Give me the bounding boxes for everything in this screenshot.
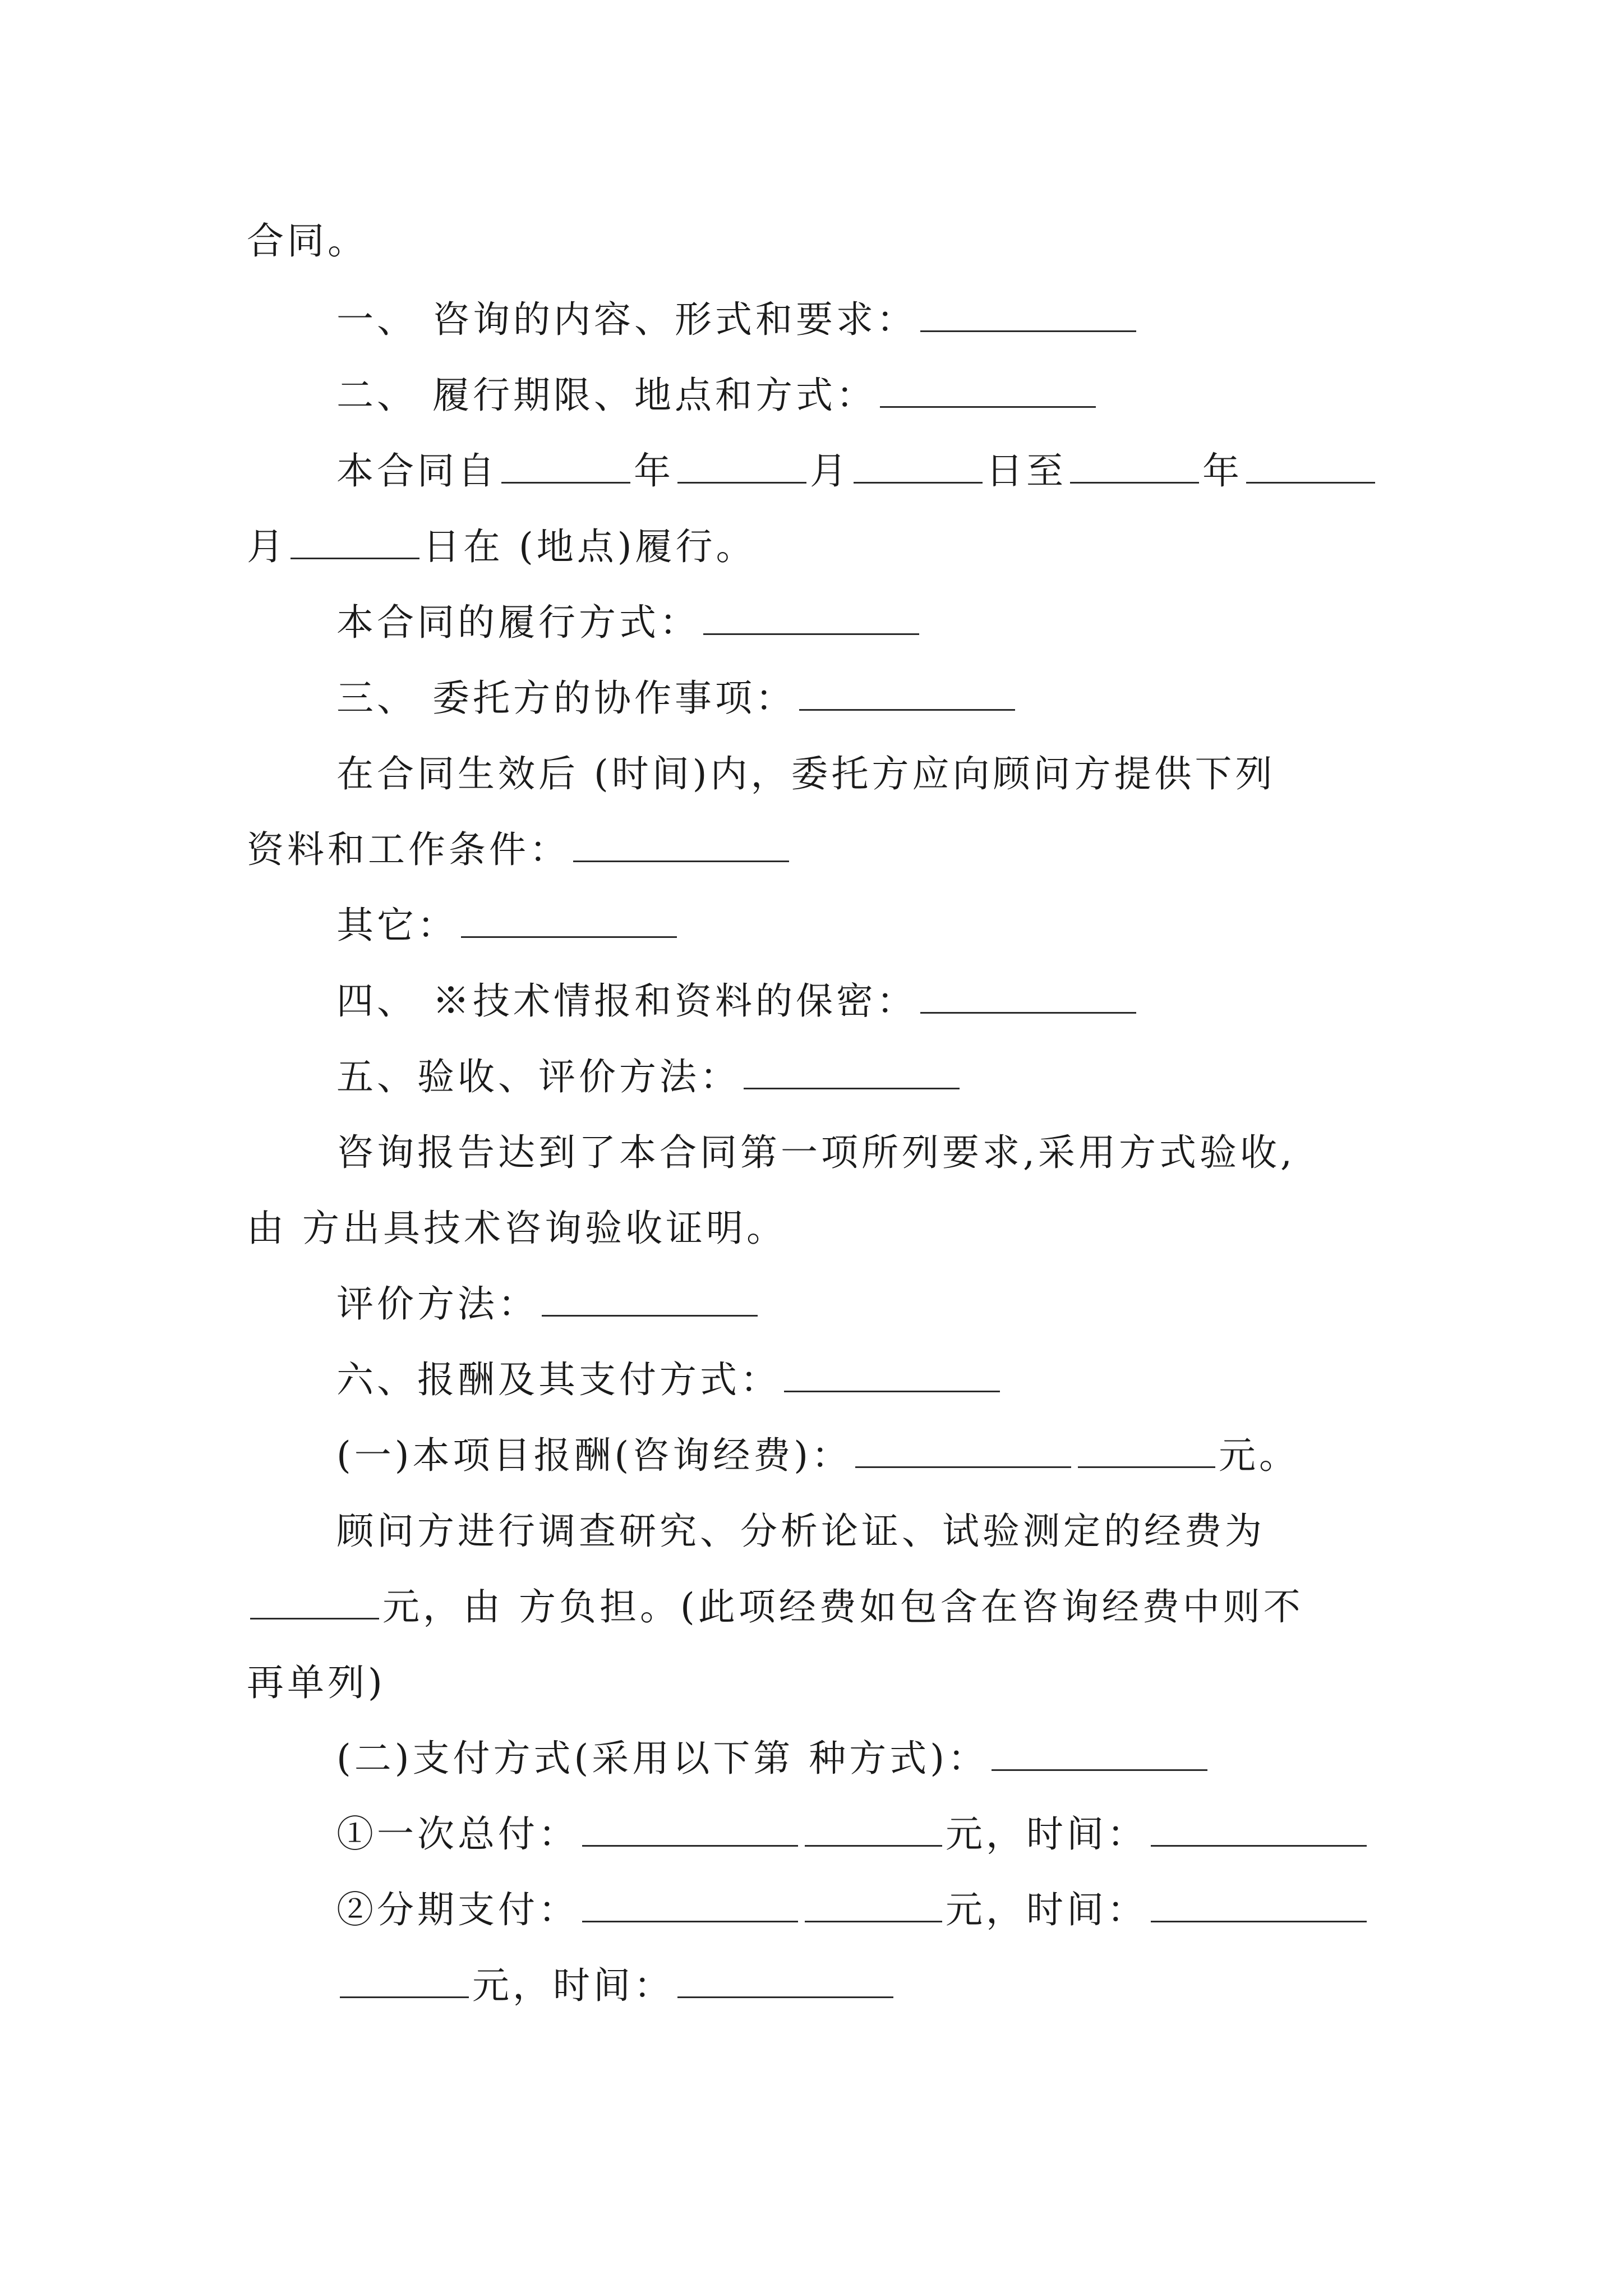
- text-line: 其它：: [336, 892, 680, 959]
- fill-blank: [340, 1959, 469, 1998]
- fill-blank: [542, 1278, 758, 1317]
- fill-blank: [744, 1051, 960, 1089]
- fill-blank: [501, 445, 630, 484]
- fill-blank: [805, 1884, 942, 1922]
- clause-1-line: 一、 咨询的内容、形式和要求：: [336, 286, 1140, 353]
- fill-blank: [1070, 445, 1199, 484]
- text-line: (一)本项目报酬(咨询经费)： 元。: [336, 1422, 1299, 1489]
- date-range-continued-line: 月 日在 (地点)履行。: [247, 513, 756, 581]
- fill-blank: [855, 1429, 1071, 1468]
- text-line: 合同。: [247, 219, 368, 263]
- text-line: 资料和工作条件：: [247, 816, 792, 884]
- fill-blank: [582, 1884, 798, 1922]
- clause-3-line: 三、 委托方的协作事项：: [336, 665, 1018, 732]
- fill-blank: [805, 1808, 942, 1847]
- fill-blank: [461, 899, 677, 938]
- fill-blank: [291, 521, 419, 559]
- fill-blank: [992, 1732, 1207, 1771]
- fill-blank: [703, 596, 919, 635]
- fill-blank: [582, 1808, 798, 1847]
- clause-6-line: 六、报酬及其支付方式：: [336, 1346, 1003, 1414]
- fill-blank: [1151, 1808, 1367, 1847]
- fill-blank: [920, 293, 1136, 332]
- fill-blank: [573, 823, 789, 862]
- fill-blank: [677, 445, 806, 484]
- fill-blank: [854, 445, 983, 484]
- fill-blank: [880, 369, 1096, 408]
- date-range-line: 本合同自 年 月 日至 年: [336, 438, 1378, 505]
- text-line: 咨询报告达到了本合同第一项所列要求,采用方式验收,: [336, 1131, 1295, 1174]
- clause-4-line: 四、 ※技术情报和资料的保密：: [336, 968, 1140, 1035]
- text-line: 再单列): [247, 1661, 386, 1704]
- text-line: 本合同的履行方式：: [336, 589, 923, 656]
- text-line: 元，时间：: [336, 1952, 897, 2019]
- text-line: (二)支付方式(采用以下第 种方式)：: [336, 1725, 1211, 1792]
- clause-2-line: 二、 履行期限、地点和方式：: [336, 362, 1099, 429]
- text-line: 在合同生效后 (时间)内，委托方应向顾问方提供下列: [336, 752, 1276, 795]
- text-line: 评价方法：: [336, 1271, 761, 1338]
- fill-blank: [1246, 445, 1375, 484]
- fill-blank: [1078, 1429, 1215, 1468]
- fill-blank: [250, 1581, 379, 1619]
- fill-blank: [799, 672, 1015, 711]
- clause-5-line: 五、验收、评价方法：: [336, 1043, 963, 1111]
- text-line: 顾问方进行调查研究、分析论证、试验测定的经费为: [336, 1510, 1265, 1553]
- payment-option-2-line: ②分期支付： 元，时间：: [336, 1876, 1370, 1944]
- payment-option-1-line: ①一次总付： 元，时间：: [336, 1801, 1370, 1868]
- fill-blank: [677, 1959, 893, 1998]
- text-line: 由 方出具技术咨询验收证明。: [247, 1207, 787, 1250]
- fill-blank: [1151, 1884, 1367, 1922]
- fill-blank: [920, 975, 1136, 1014]
- text-line: 元，由 方负担。(此项经费如包含在咨询经费中则不: [247, 1573, 1304, 1641]
- fill-blank: [784, 1354, 1000, 1392]
